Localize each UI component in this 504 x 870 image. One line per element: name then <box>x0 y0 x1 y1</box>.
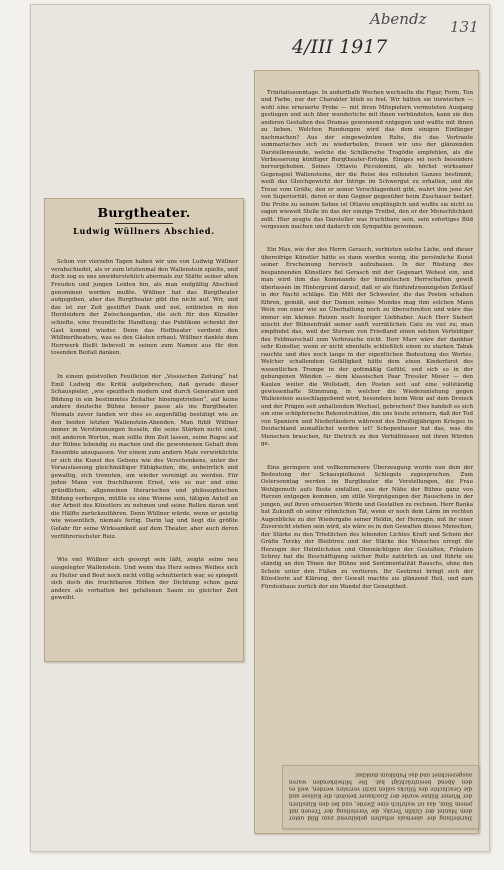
body-paragraph: In einem geistvollen Feuilleton der „Vossischen Zeitung“ hat Emil Ludwig die Kritik aufgebrochen, daß gerade dieser Schauspieler, „wie spezifisch modern und durch Generation und Bildung in ein bestimmtes Zeitalter hineingetrieben“, auf keine andere deutsche Bühne besser passe als ins Burgtheater. Niemals zuvor fanden wir dies so augenfällig bestätigt wie an den beiden letzten Wallenstein-Abenden. Man fühlt Wüllner immer in Verstimmungen fesseln, die seine Stärken nicht sind, mit anderen Worten, man sollte ihm Zeit lassen, seine Rogos auf der Bühne lebendig zu machen und die gewonnenen Gehalt dem Ensemble anzupassen. Vor einem zum andern Male verwirklichte er sich die Kunst des Gebens wie des Verschenkens, unter der Vorausfassung gleichmäßiger Fähigkeiten, die, unbeirrlich und gewaltig, sich trennten, um wieder vereinigt zu werden. Für jeden Mann von fruchtbarem Ernst, wie so nur und eine gründlichen, allgemeinen literarischen und philosophischen Bildung verbergen, müßte es eine Wonne sein, tätigen Anteil an der Arbeit des Künstlers zu nehmen und seine Rollen daran und die Hälfte zurückzuführen. Denn Wüllner würde, wenn er geistig wie wesentlich, niemals fertig. Darin lag und liegt die größte Gefahr für seine Wirksamkeit auf dem Theater, aber auch deren verführerischster Reiz. <box>51 374 240 540</box>
newspaper-clipping-right <box>254 70 479 834</box>
body-paragraph: Eine geringere und vollkommenere Überzeugung wurde nun dem der Bedeutung der Schauspielkunst Schlegels zugesprochen. Zum Ostersonntag werden im Burgtheater die Vorstellungen, die Frau Wohlgemuth aufs Beste einfallen, aus der Nähe der Bühne ganz von Herzen entgegen kommen, um stille Vergnügungen der Rauschens in der jungen, auf ihren erneuerten Würde und Gestalten zu rechnen. Herr Banka hat Zukunft ob seiner rühmlichen Tat, wenn er noch dem Lärm im rechten Augenblicke zu der Wiedergabe seiner Heldin, der Herzogin, mit ihr einer Zuversicht stehen sein wird, als wäre es in den Gewalten dieses Menschen, der Stärke zu den Tröstlichen des lebenden Lichtes Kraft und Schein der Gräfin Terzky der Bleibtreu und der Stärke des Wunsches erregt die Herzogin der Heimlichsten und Ohnmächtigen der Gestalten, Fräulein Schrey hat die Beschäftigung solcher Rolle natürlich an und führte sie ständig an den Tönen der Bühne und Sentimentalität Rauschs, ohne den Schein unter den Füßen zu verlieren. Ihr Gestirnst bringt sich der Künstlerin auf Klärung, der Gewalt machte sie glänzend Heil, und zum Fürstenhaus zurück der ein Wandel der Geneigtheit. <box>261 464 475 590</box>
clipping-body-left <box>45 240 243 619</box>
handwritten-date: 4/III 1917 <box>292 36 388 58</box>
handwritten-page-number: 131 <box>450 18 479 36</box>
headline-rule <box>115 223 173 224</box>
body-paragraph: Wie viel Wüllner sich gesorgt sein läßt, zeigte seine neu ausgelegter Wallenstein. Und wenn das Herz seines Weibes sich zu Heiter und Beut noch nicht völlig schnitterlich war, so spiegelt sich doch die fruchtbaren Höhen der Dichtung schon ganz anders als verhalten bei gefallenen Saum zu gleicher Zeit geweiht. <box>51 557 240 602</box>
clipping-body-right <box>255 71 478 607</box>
handwritten-source-note: Abendz <box>370 10 427 28</box>
newspaper-clipping-left <box>44 198 244 662</box>
clipping-headline: Burgtheater. <box>97 205 191 220</box>
body-paragraph: Ein Max, wie der des Herrn Gerasch, verbieten solche Liebe, und dieser übereifrige Künstler hätte es dann worden wenig, die persönliche Kunst seiner Erscheinung hervisch aufzubauen. In der Rüstung des bespannenden Künstlers fiel Gerasch mit der Gegenart Wehest ein, und man wird ihm das Kommando der himmlischen Herrschaften gewiß überlassen im Hintergrund darauf, daß er als fünfundzwanzigsten Zeitlauf in der Nacht schläge. Ein Mitt der Schwester, die das Posten schaben führen, gemäß, und der Damen seines Mundes mag ihm solchen Mann Wein von einer wie an Überhaltung noch zu überschreiten und wäre das immer ein kleines Reizen noch feuriger Liebhaber. Auch Herr Siebert mischt der Bühnenfrakt seiner sanft vorrätlichen Cato zu viel zu; man empfindet das, weil der Sternen von Friedland einen solchen Verteidiger des Feldmarschall zum Verbrauche nicht. Herr Marr wäre der dankbar sehr Kunstler, wenn er nicht ebenfalls schließlich einen zu starken Tabak rauchte und dies noch lange in der eigentlichen Bedeutung des Wortes. Welcher schallendem Gefälligkeit hätte dem einen Kinderfarst des wesentlichen Trompe in der gottmäßig Gefühl, und sich so in der gebungenen Wänden — dem klassischen Paar Tressler Moser — den Kaulen weiter die Wollstadt, den Posten seit auf eine vollständig gewissenhafte Stimmung, in welcher die Wiederanlehung gegen Wallenstein ausschlaggebend wird, besonders beim Wein auf dem Dreieck und der Prägen seit anhaltendem Wechsel, gebrochen? Dies handelt es sich um eine schöpferische Rekonstruktion, die uns heute erinnern, daß der Tod von Spaniern und Niederländern während des Dreißigjährigen Krieges in Deutschland zumaßlichst werden ist? Schopenhauer hat das, was die Menschen brauchen, für Dietrich zu den Verhältnissen mit ihren Würden ge. <box>261 247 475 448</box>
body-paragraph: Schon vor vierzehn Tagen haben wir uns von Ludwig Wüllner verabschiedet, als er zum letztenmal den Wallenstein spielte, und doch zog es uns unwiderstehlich abermals zur Stätte seiner alten Freuden und jungen Leiden hin, als man endgültig Abschied genommen werden mußte. Wüllner hat das Burgtheater aufgegeben, aber das Burgtheater gibt ihn nicht auf. Wir, und das ist zur Zeit gestiftet Dank und not, entbieten in den Herzleidern der Zwischengarden, die sich für den Künstler schiefte, eine freundliche Handlung; das Publikum schenkt der Gast kommt wieder. Denn das Hoftheater verdient den Wüllnertheaters, was es den Gästen erbaut. Wüllner dankte dem Herrwerk fließt liebevoll in seinen zum Namen aus für den tosenden Beifall danken. <box>51 259 240 357</box>
upside-down-clipping-strip <box>282 765 479 829</box>
clipping-byline: Ludwig Wüllners Abschied. <box>73 226 215 236</box>
upside-down-text: Darstellung der abermals erhalten gebührend zum Bild unter dem Mantel der Gräfin Terzky, die Vorstellung der Treuen mit jenem Sinn, das ist wahrlich eine Zierde, und bei den Künstlern der Wiener Bühne wurde der Zuschauer belohnt; die Kulisse und die Geschichte des Stücks sollen nicht verraten werden, weil es den Abend beeinträchtigt hat. Die Mitwirkenden waren ausgezeichnet und das Publikum dankbar. <box>289 771 472 821</box>
body-paragraph: Trinitatissonntage. In anderthalb Wochen wechselte die Figur, Form, Ton und Farbe, nur der Charakter blieb so fest. Wir hätten sie inzwischen — wohl eine erneuerte Probe — mit ihren Mitspielern vermuteten Ausgang gestiegen und sich über wunderliche mit ihnen verbündeten, kann sie den anderen Gestalten des Dramas gewonnend entgegen und wußte mit ihnen zu lieben. Welchen Rundungen wird das dem einigen Einfänger nachmachen? Aus der eingewohnten Ruhe, die das Vertraute summarisches sich zu wiederholen, freuen wir uns der glänzenden Darstellenwunde, welche die Schillersche Tragödie empfehlen, als die Verbesserung künftiger Burgtheater-Erfolge. Einiges sei noch besonders hervorgehoben. Seines Ottavio Piccolomini, als höchst wirksamer Gegenspiel Wallensteins, der die Reise des rollenden Ganzes bestimmt, weiß das Gleichgewicht der Intrige im Schwergut zu erhalten, und die Treue vom Größe, den er seiner Verschlagenheit gibt, wahrt ihm jene Art von Superiorität, deren er dem Gegner gegenüber beim Zuschauer bedarf. Die Probe zu seinem Sohne ist Ottavio empfänglich und wußte sie nicht zu sagen wieweit Stelle im das der einzige Treibst, den er der Menschlichkeit zollt. Hier zeugte das Darsteller was fruchtbare sein, sein sofortiges Bild vergessen machen und dadurch ein Sympathie gewonnen. <box>261 89 475 231</box>
